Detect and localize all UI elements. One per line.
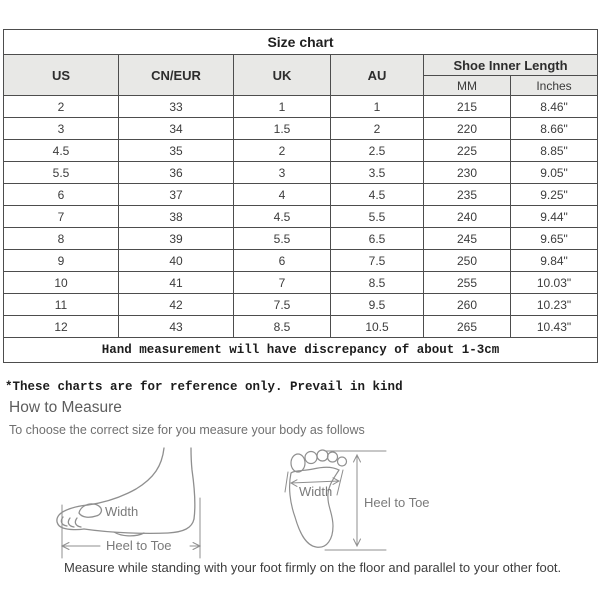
size-cell: 3 [4,118,119,140]
size-cell: 235 [424,184,511,206]
foot-top-view-icon [282,443,432,559]
size-row [4,206,598,228]
size-cell: 9.44" [511,206,598,228]
reference-disclaimer: *These charts are for reference only. Prevail in kind [5,380,403,394]
size-cell: 43 [119,316,234,338]
column-header-cn-eur: CN/EUR [119,55,234,96]
size-cell: 5.5 [234,228,331,250]
top-width-label: Width [299,484,333,499]
column-header-us: US [4,55,119,96]
size-cell: 6 [4,184,119,206]
table-footnote-row [4,338,598,363]
side-width-label: Width [105,504,139,519]
size-cell: 10 [4,272,119,294]
size-cell: 10.5 [331,316,424,338]
size-cell: 2.5 [331,140,424,162]
size-cell: 2 [4,96,119,118]
size-cell: 10.23" [511,294,598,316]
foot-side-view-icon [50,446,215,562]
size-row [4,140,598,162]
size-row [4,228,598,250]
size-cell: 8.85" [511,140,598,162]
size-cell: 7.5 [234,294,331,316]
size-row [4,272,598,294]
size-cell: 7.5 [331,250,424,272]
size-cell: 39 [119,228,234,250]
column-header-au: AU [331,55,424,96]
size-cell: 10.43" [511,316,598,338]
size-cell: 34 [119,118,234,140]
size-cell: 8 [4,228,119,250]
size-cell: 225 [424,140,511,162]
size-cell: 260 [424,294,511,316]
size-cell: 41 [119,272,234,294]
size-cell: 8.46" [511,96,598,118]
size-cell: 36 [119,162,234,184]
size-cell: 6 [234,250,331,272]
measure-instruction-caption: Measure while standing with your foot firmly on the floor and parallel to your other foot. [64,560,562,575]
size-cell: 8.66" [511,118,598,140]
size-cell: 4.5 [331,184,424,206]
size-cell: 10.03" [511,272,598,294]
how-to-measure-title: How to Measure [9,399,122,416]
size-cell: 9.5 [331,294,424,316]
foot-side-view-diagram [50,446,215,567]
size-cell: 1 [234,96,331,118]
size-cell: 220 [424,118,511,140]
size-cell: 265 [424,316,511,338]
size-cell: 9.05" [511,162,598,184]
size-cell: 35 [119,140,234,162]
size-cell: 215 [424,96,511,118]
size-cell: 9.25" [511,184,598,206]
size-chart-table [3,29,598,363]
size-cell: 42 [119,294,234,316]
size-cell: 255 [424,272,511,294]
size-cell: 4 [234,184,331,206]
size-cell: 37 [119,184,234,206]
size-cell: 2 [331,118,424,140]
table-header-row [4,55,598,76]
foot-top-view-diagram [282,443,432,564]
column-header-uk: UK [234,55,331,96]
size-cell: 250 [424,250,511,272]
size-cell: 38 [119,206,234,228]
size-cell: 3.5 [331,162,424,184]
column-header-mm: MM [424,76,511,96]
size-cell: 9.84" [511,250,598,272]
size-cell: 4.5 [234,206,331,228]
size-cell: 9 [4,250,119,272]
size-cell: 33 [119,96,234,118]
size-cell: 5.5 [4,162,119,184]
size-cell: 7 [234,272,331,294]
size-row [4,184,598,206]
size-cell: 240 [424,206,511,228]
size-cell: 230 [424,162,511,184]
size-row [4,316,598,338]
size-cell: 40 [119,250,234,272]
size-row [4,96,598,118]
how-to-measure-subtitle: To choose the correct size for you measure your body as follows [9,423,365,437]
top-heel-to-toe-label: Heel to Toe [364,495,430,510]
size-row [4,250,598,272]
size-cell: 245 [424,228,511,250]
size-cell: 9.65" [511,228,598,250]
size-cell: 6.5 [331,228,424,250]
side-heel-to-toe-label: Heel to Toe [106,538,172,553]
size-cell: 3 [234,162,331,184]
size-cell: 8.5 [331,272,424,294]
size-row [4,294,598,316]
size-cell: 8.5 [234,316,331,338]
column-header-shoe-inner-length: Shoe Inner Length [424,55,598,76]
table-footnote: Hand measurement will have discrepancy of about 1-3cm [4,338,598,363]
size-cell: 4.5 [4,140,119,162]
table-title: Size chart [4,30,598,55]
size-cell: 7 [4,206,119,228]
size-cell: 1 [331,96,424,118]
size-cell: 1.5 [234,118,331,140]
column-header-inches: Inches [511,76,598,96]
size-cell: 11 [4,294,119,316]
size-cell: 2 [234,140,331,162]
size-cell: 12 [4,316,119,338]
size-row [4,118,598,140]
size-row [4,162,598,184]
table-title-row [4,30,598,55]
size-cell: 5.5 [331,206,424,228]
size-rows-body [4,96,598,338]
